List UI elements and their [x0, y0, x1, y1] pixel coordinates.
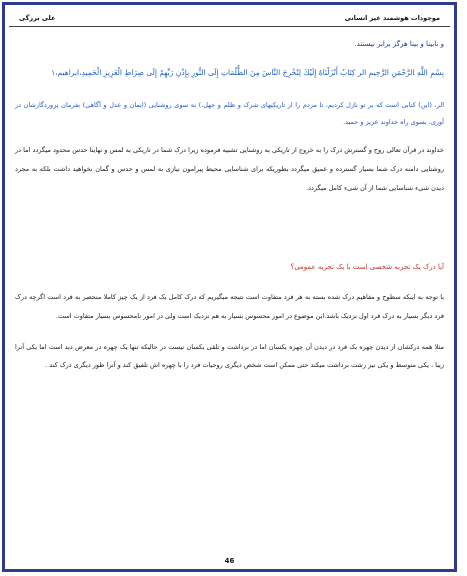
page-content — [15, 31, 444, 545]
section-question-heading: آیا درک یک تجربه شخصی است یا یک تجربه عمومی؟ — [290, 263, 444, 271]
page-number: 46 — [224, 557, 235, 565]
document-page — [2, 2, 457, 572]
book-title: موجودات هوشمند غیر انسانی — [344, 13, 440, 22]
intro-line: و نابینا و بینا هرگز برابر نیستند. — [354, 40, 444, 48]
body-paragraph-2: با توجه به اینکه سطوح و مفاهیم درک شده بسته به هر فرد متفاوت است نتیجه میگیریم که درک کامل یک فرد از یک چیز کاملا منحصر به فرد است اگرچه درک فرد دیگر بسیار به درک فرد اول نزدیک باشد.این موضوع در امور محسوس بسیار به هم نزدیک است ولی در امور نامحسوس بسیار متفاوت است. — [15, 293, 444, 320]
body-paragraph-3: مثلا همه درکشان از دیدن چهره یک فرد در دیدن آن چهره یکسان اما در برداشت و تلقی یکسان نیست در حالیکه تنها یک چهره در معرض دید است اما یکی آنرا زیبا ، یکی متوسط و یکی نیز زشت برداشت میکند حتی ممکن است شخص دیگری روحیات فرد را با چهره اش تلفیق کند و آنرا طور دیگری درک کند . — [15, 343, 444, 369]
page-header — [9, 11, 450, 27]
quran-verse: بِسْمِ اللَّهِ الرَّحْمَنِ الرَّحِيمِ الر كِتَابٌ أَنْزَلْنَاهُ إِلَيْكَ لِتُخْرِجَ النَّاسَ مِنَ الظُّلُمَاتِ إِلَى النُّورِ بِإِذْنِ رَبِّهِمْ إِلَى صِرَاطِ الْعَزِيزِ الْحَمِيدِ،ابراهیم،۱ — [51, 68, 444, 77]
body-paragraph-1: خداوند در قرآن تعالی روح و گسترش درک را به خروج از تاریکی به روشنایی تشبیه فرموده زیرا درک شما در تاریکی به لمس و نهایتا حدس محدود میگردد اما در روشنایی دامنه درک شما بسیار گسترده و عمیق میگردد بطوریکه برای شناسایی محیط پیرامون نیازی به لمس و حدس و گمان نخواهید داشت بلکه به مجرد دیدن شیء شناسایی شما از آن شیء کامل میگردد. — [15, 146, 444, 192]
verse-translation: الر، (این) کتابی است که بر تو نازل کردیم، تا مردم را از تاریکیهای شرک و ظلم و جهل،) به سوی روشنایی (ایمان و عدل و آگاهی) بفرمان پروردگارشان در آوری، بسوی راه خداوند عزیز و حمید. — [15, 101, 444, 126]
author-name: علی برزگی — [19, 13, 56, 22]
